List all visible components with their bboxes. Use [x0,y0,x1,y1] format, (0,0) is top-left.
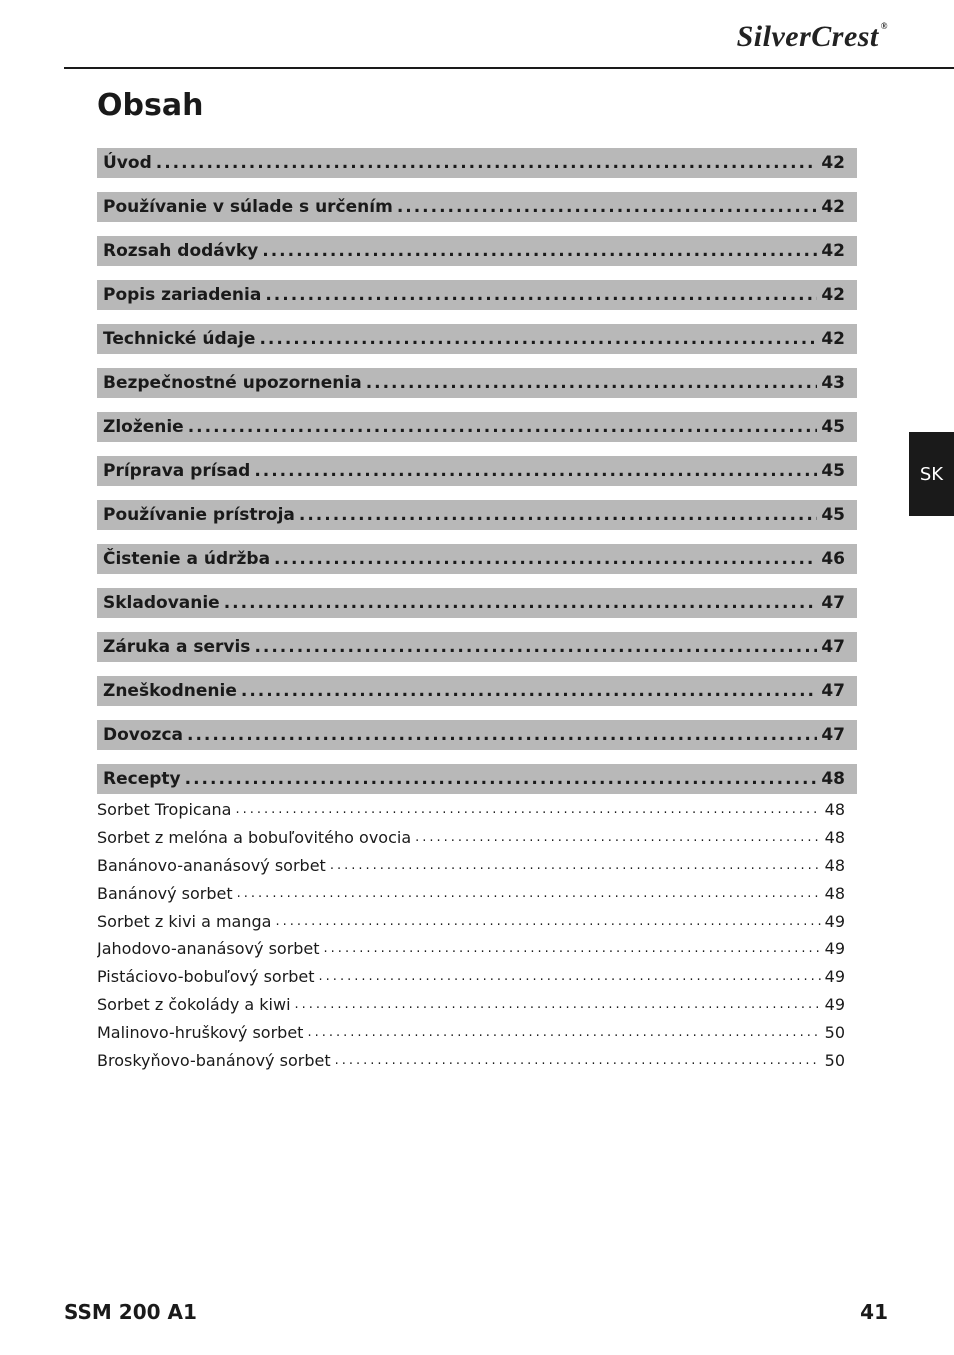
toc-subentry-label: Jahodovo-ananásový sorbet [97,939,320,959]
leader-dots [265,285,817,305]
toc-entry-label: Zneškodnenie [103,681,237,701]
toc-entry-page: 42 [821,241,845,261]
toc-entry-label: Záruka a servis [103,637,251,657]
leader-dots [254,637,817,657]
leader-dots [224,593,818,613]
leader-dots [415,830,821,845]
toc-subentry [97,796,845,824]
leader-dots [319,969,821,984]
toc-entry [97,368,857,398]
leader-dots [366,373,818,393]
toc-entry-label: Používanie v súlade s určením [103,197,393,217]
toc-entry-label: Úvod [103,153,152,173]
leader-dots [185,769,818,789]
toc-entry-page: 47 [821,593,845,613]
toc-subentry-page: 48 [824,883,845,903]
toc-entry [97,280,857,310]
leader-dots [188,417,818,437]
leader-dots [299,505,817,525]
toc-entry-page: 43 [821,373,845,393]
toc-entry-page: 46 [821,549,845,569]
toc-subentry-page: 48 [824,855,845,875]
toc-entry-label: Skladovanie [103,593,220,613]
toc-entry [97,148,857,178]
leader-dots [330,858,821,873]
toc-entry-label: Bezpečnostné upozornenia [103,373,362,393]
toc-subentry-page: 50 [824,1050,845,1070]
toc-subentry-label: Pistáciovo-bobuľový sorbet [97,967,315,987]
toc-subentry-label: Malinovo-hruškový sorbet [97,1022,304,1042]
toc-subentry [97,879,845,907]
toc-entry [97,720,857,750]
leader-dots [235,802,820,817]
toc-subentry [97,991,845,1019]
toc-entry-page: 47 [821,725,845,745]
toc-entry [97,764,857,794]
toc-subentry [97,907,845,935]
leader-dots [307,1025,820,1040]
brand-name: SilverCrest [736,20,879,53]
toc-entry-label: Čistenie a údržba [103,549,271,569]
toc-entry [97,544,857,574]
toc-subentry-label: Sorbet z čokolády a kiwi [97,994,291,1014]
leader-dots [156,153,818,173]
brand-logo [737,22,888,52]
leader-dots [187,725,817,745]
leader-dots [324,941,821,956]
leader-dots [397,197,818,217]
footer-page-number: 41 [860,1300,888,1324]
toc-subentry [97,1046,845,1074]
toc-entry-page: 42 [821,197,845,217]
leader-dots [259,329,817,349]
toc-subentry-page: 49 [824,967,845,987]
leader-dots [241,681,817,701]
toc-subentry [97,963,845,991]
page-title: Obsah [97,88,204,123]
leader-dots [335,1053,821,1068]
footer-model: SSM 200 A1 [64,1300,197,1324]
toc-entry-page: 42 [821,285,845,305]
toc-subentry [97,935,845,963]
toc-subentry-page: 49 [824,994,845,1014]
toc-entry-label: Zloženie [103,417,184,437]
leader-dots [262,241,817,261]
toc-entry-page: 47 [821,637,845,657]
toc-entry-label: Príprava prísad [103,461,251,481]
toc-entry-page: 45 [821,505,845,525]
toc-subentry-label: Sorbet Tropicana [97,800,232,820]
toc-subentry-label: Banánovo-ananásový sorbet [97,855,326,875]
toc-entry-label: Recepty [103,769,181,789]
leader-dots [274,549,817,569]
toc-entry-page: 47 [821,681,845,701]
leader-dots [295,997,821,1012]
toc-main-list [97,148,857,808]
toc-entry [97,676,857,706]
toc-entry [97,192,857,222]
toc-subentry [97,824,845,852]
toc-subentry [97,1018,845,1046]
language-tab: SK [909,432,954,516]
toc-entry [97,632,857,662]
toc-entry-label: Používanie prístroja [103,505,295,525]
header-rule [64,67,954,69]
toc-entry [97,412,857,442]
toc-entry [97,456,857,486]
toc-entry [97,500,857,530]
toc-entry-page: 48 [821,769,845,789]
toc-entry [97,236,857,266]
toc-entry-page: 45 [821,461,845,481]
toc-subentry-page: 49 [824,911,845,931]
toc-subentry-page: 49 [824,939,845,959]
leader-dots [254,461,817,481]
toc-entry [97,324,857,354]
toc-sub-list [97,796,845,1074]
toc-subentry-page: 48 [824,800,845,820]
leader-dots [237,886,821,901]
toc-subentry-page: 48 [824,828,845,848]
toc-entry-label: Popis zariadenia [103,285,262,305]
toc-subentry-label: Sorbet z melóna a bobuľovitého ovocia [97,828,412,848]
toc-entry-page: 42 [821,153,845,173]
toc-subentry [97,852,845,880]
toc-subentry-page: 50 [824,1022,845,1042]
toc-subentry-label: Broskyňovo-banánový sorbet [97,1050,331,1070]
toc-subentry-label: Banánový sorbet [97,883,233,903]
registered-mark: ® [880,21,888,31]
toc-entry [97,588,857,618]
toc-entry-label: Dovozca [103,725,183,745]
leader-dots [275,914,820,929]
toc-entry-label: Rozsah dodávky [103,241,259,261]
toc-subentry-label: Sorbet z kivi a manga [97,911,272,931]
toc-entry-page: 42 [821,329,845,349]
toc-entry-page: 45 [821,417,845,437]
toc-entry-label: Technické údaje [103,329,256,349]
